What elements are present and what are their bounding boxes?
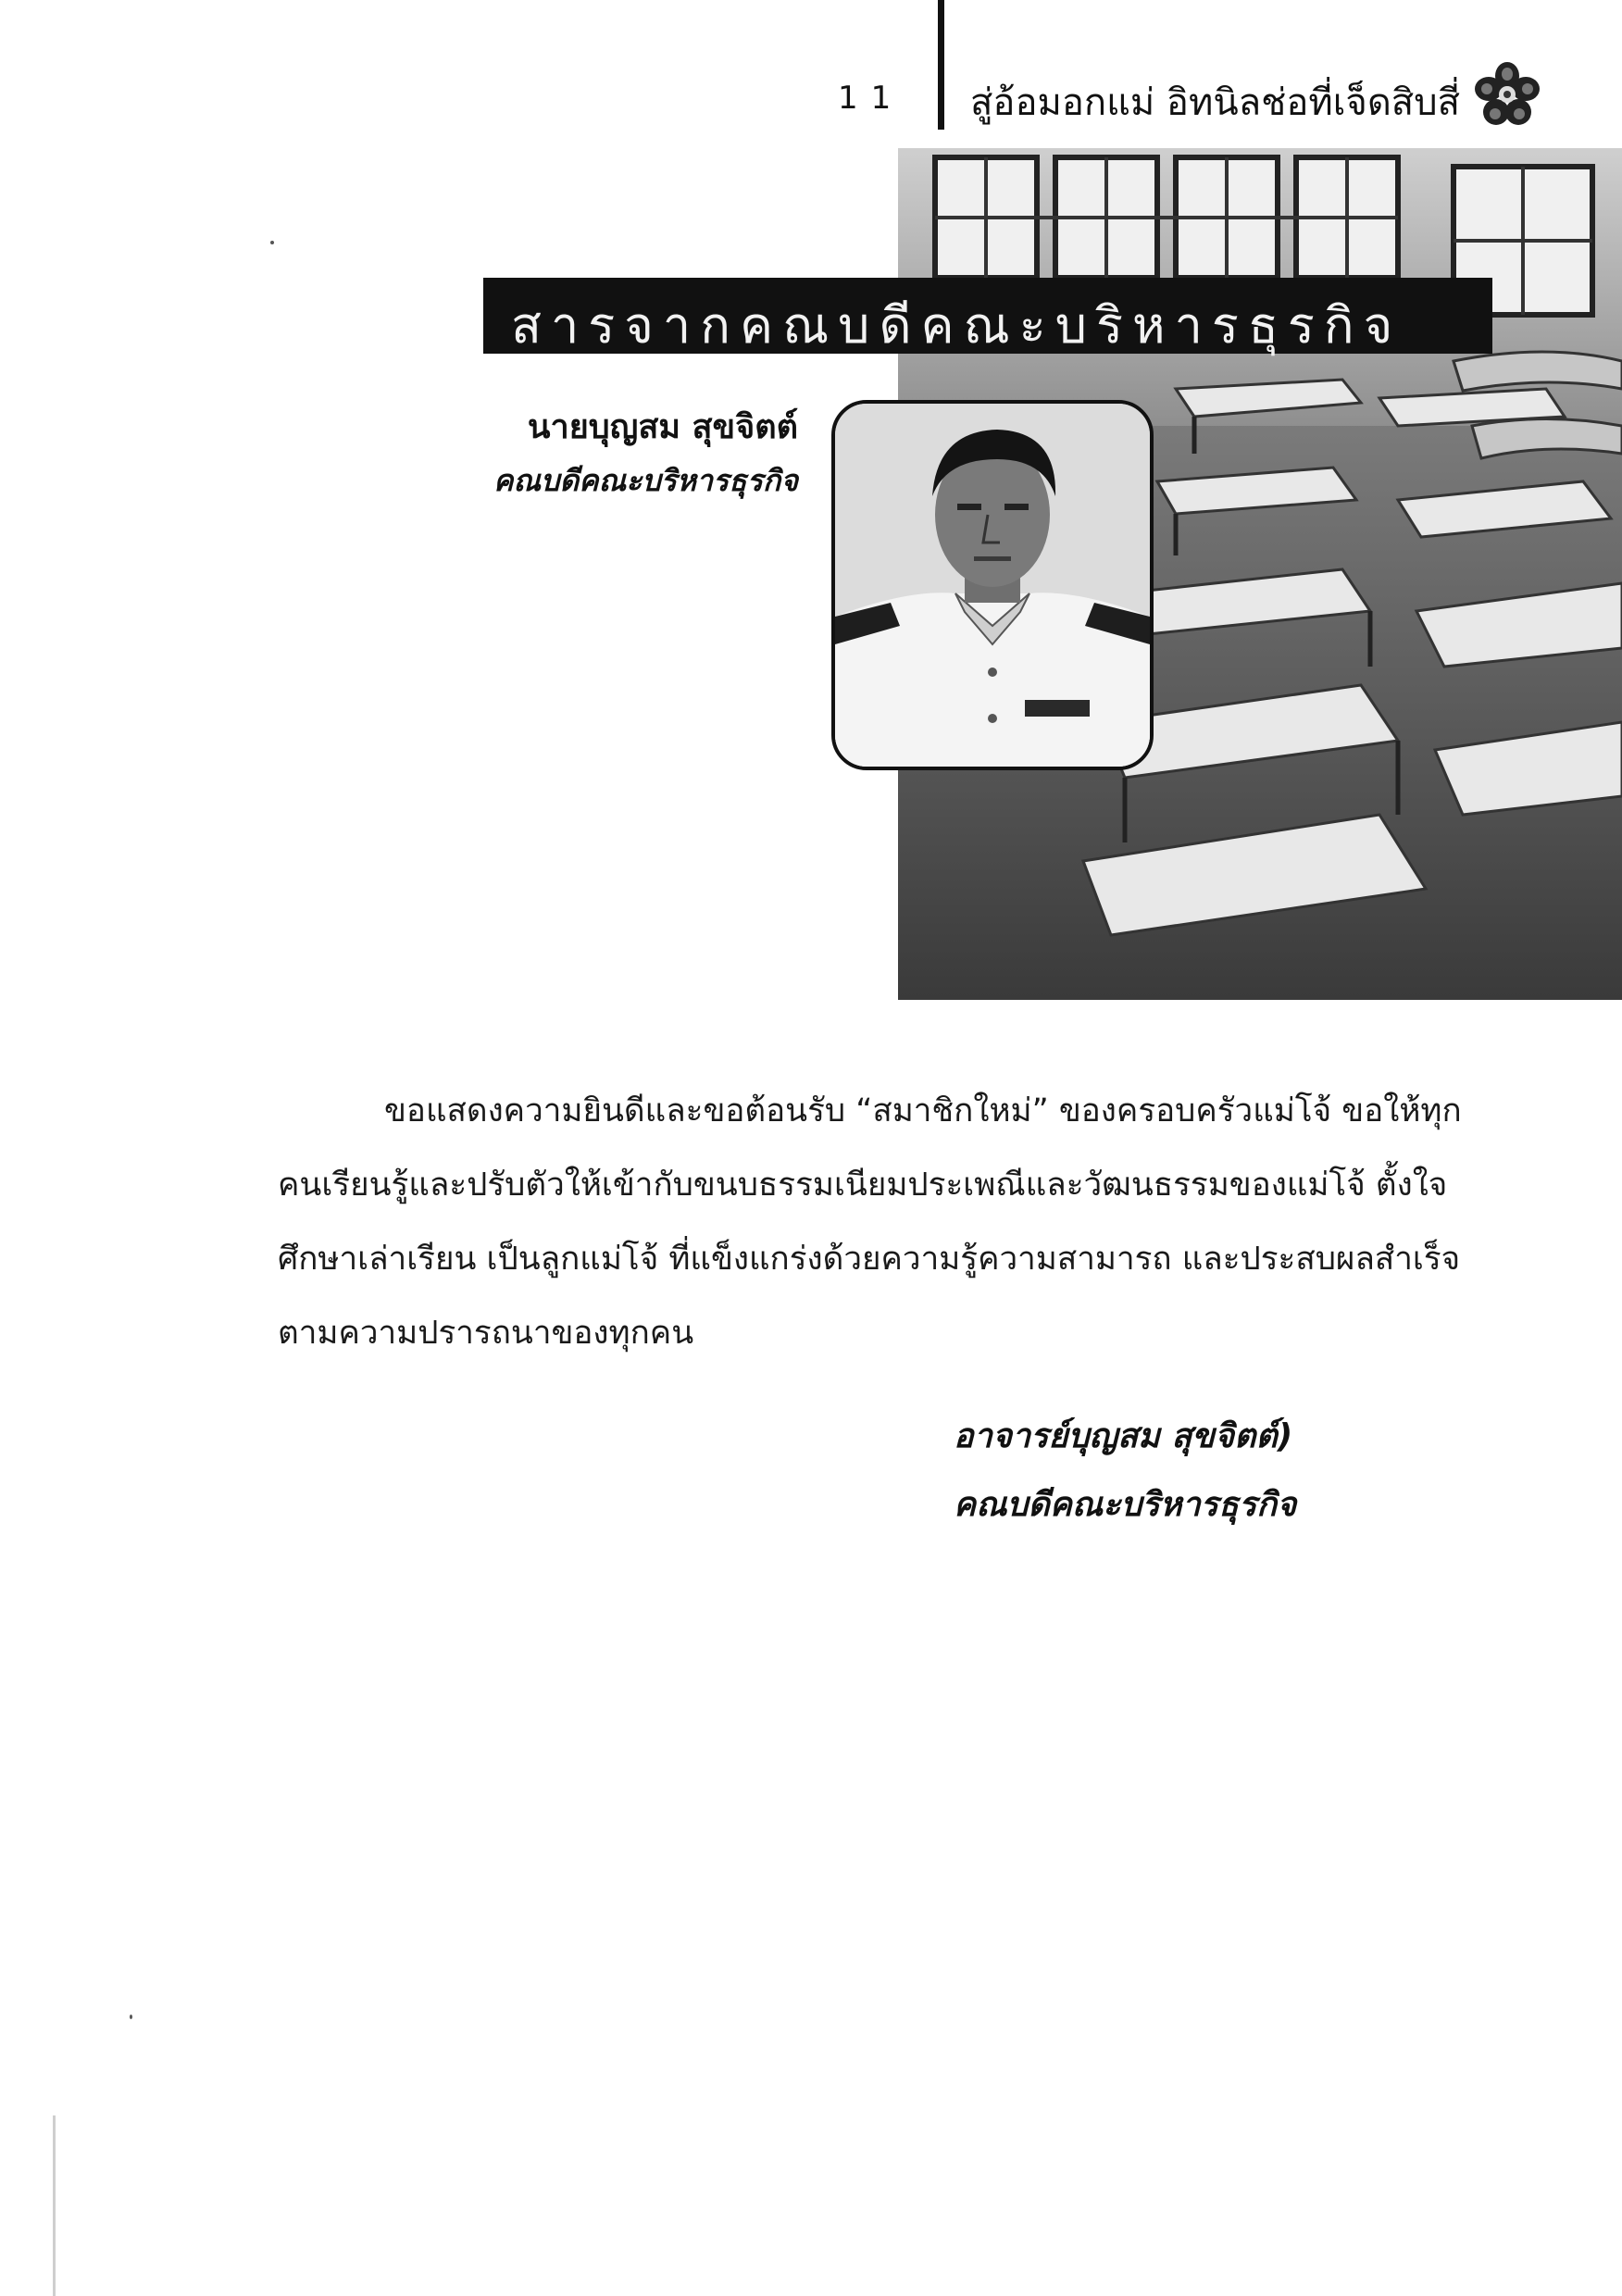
message-body bbox=[278, 1074, 1500, 1370]
page-edge-line bbox=[53, 2115, 56, 2296]
header-divider bbox=[938, 0, 944, 130]
flower-icon bbox=[1474, 61, 1541, 128]
author-role: คณบดีคณะบริหารธุรกิจ bbox=[493, 463, 798, 498]
author-name: นายบุญสม สุขจิตต์ bbox=[527, 408, 798, 446]
author-portrait bbox=[831, 400, 1154, 770]
message-paragraph: ขอแสดงความยินดีและขอต้อนรับ “สมาชิกใหม่” ของครอบครัวแม่โจ้ ขอให้ทุกคนเรียนรู้และปรับตัวให้เข้ากับขนบธรรมเนียมประเพณีและวัฒนธรรมของแม่โจ้ ตั้งใจศึกษาเล่าเรียน เป็นลูกแม่โจ้ ที่แข็งแกร่งด้วยความรู้ความสามารถ และประสบผลสำเร็จตามความปรารถนาของทุกคน bbox=[278, 1092, 1462, 1352]
title-banner bbox=[483, 278, 1492, 354]
running-title: สู่อ้อมอกแม่ อิทนิลช่อที่เจ็ดสิบสี่ bbox=[970, 81, 1461, 124]
signature-block bbox=[954, 1403, 1296, 1540]
scan-speck bbox=[130, 2015, 132, 2019]
signature-title: คณบดีคณะบริหารธุรกิจ bbox=[954, 1486, 1297, 1524]
scan-speck bbox=[270, 241, 274, 244]
signature-name: อาจารย์บุญสม สุขจิตต์) bbox=[954, 1417, 1293, 1455]
page-number: 11 bbox=[838, 80, 905, 117]
banner-title: สารจากคณบดีคณะบริหารธุรกิจ bbox=[511, 296, 1403, 355]
